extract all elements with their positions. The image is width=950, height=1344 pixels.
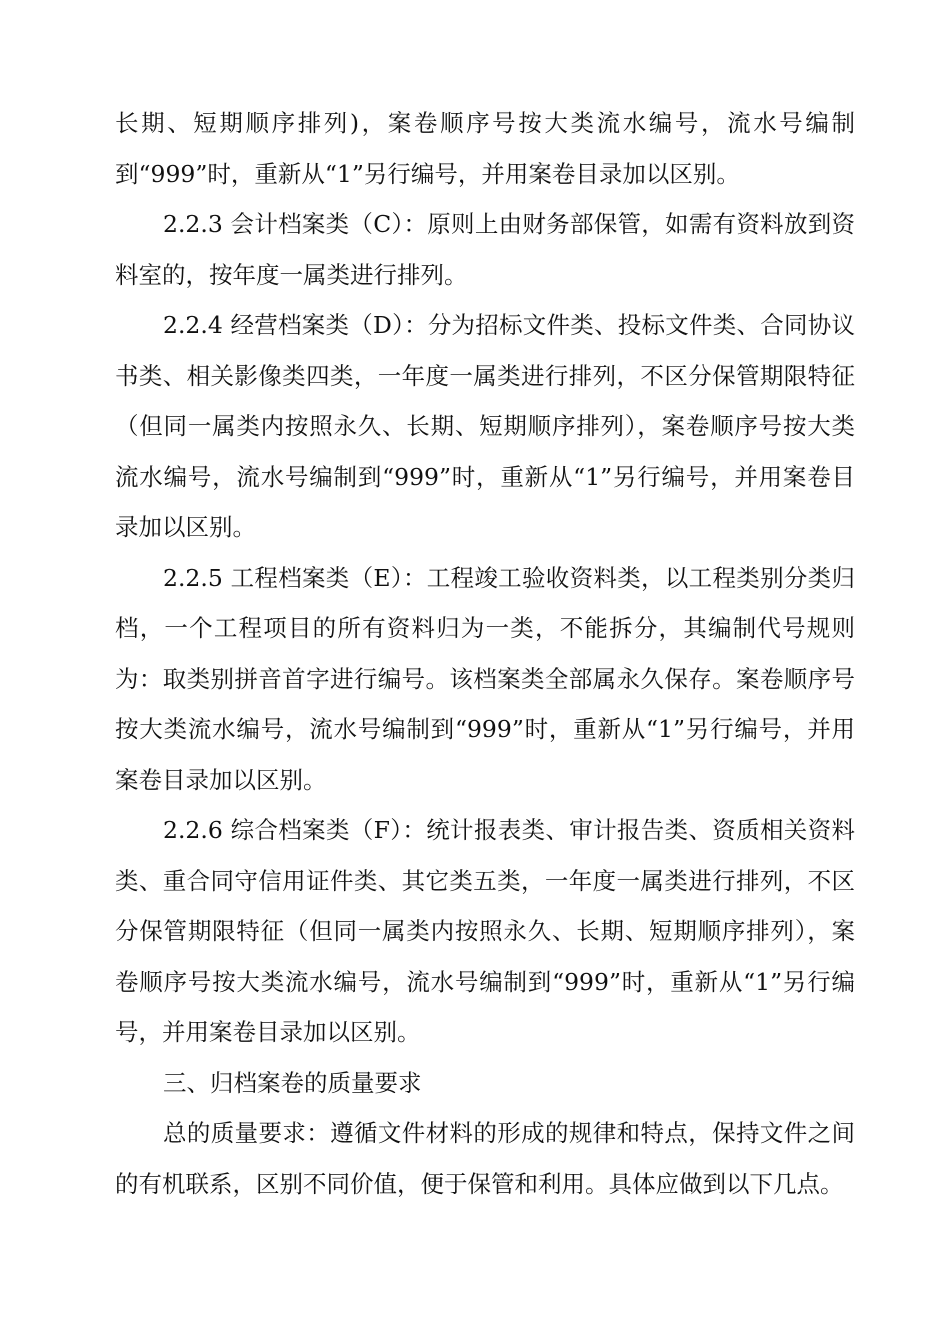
section-heading-quality-requirements: 三、归档案卷的质量要求 (163, 1068, 422, 1097)
paragraph-2-2-3-accounting-archives: 2.2.3 会计档案类（C）：原则上由财务部保管，如需有资料放到资料室的，按年度一属类进行排列。 (115, 210, 855, 289)
paragraph-general-quality-requirements: 总的质量要求：遵循文件材料的形成的规律和特点，保持文件之间的有机联系，区别不同价值，便于保管和利用。具体应做到以下几点。 (115, 1119, 855, 1198)
paragraph-continuation: 长期、短期顺序排列)，案卷顺序号按大类流水编号，流水号编制到“999”时，重新从“1”另行编号，并用案卷目录加以区别。 (115, 109, 855, 188)
paragraph-2-2-4-business-archives: 2.2.4 经营档案类（D）：分为招标文件类、投标文件类、合同协议书类、相关影像类四类，一年度一属类进行排列，不区分保管期限特征（但同一属类内按照永久、长期、短期顺序排列），案卷顺序号按大类流水编号，流水号编制到“999”时，重新从“1”另行编号，并用案卷目录加以区别。 (115, 311, 855, 541)
document-body (115, 98, 855, 1209)
paragraph-2-2-6-comprehensive-archives: 2.2.6 综合档案类（F）：统计报表类、审计报告类、资质相关资料类、重合同守信用证件类、其它类五类，一年度一属类进行排列，不区分保管期限特征（但同一属类内按照永久、长期、短期顺序排列），案卷顺序号按大类流水编号，流水号编制到“999”时，重新从“1”另行编号，并用案卷目录加以区别。 (115, 816, 855, 1046)
paragraph-2-2-5-engineering-archives: 2.2.5 工程档案类（E）：工程竣工验收资料类，以工程类别分类归档，一个工程项目的所有资料归为一类，不能拆分，其编制代号规则为：取类别拼音首字进行编号。该档案类全部属永久保存。案卷顺序号按大类流水编号，流水号编制到“999”时，重新从“1”另行编号，并用案卷目录加以区别。 (115, 563, 855, 794)
